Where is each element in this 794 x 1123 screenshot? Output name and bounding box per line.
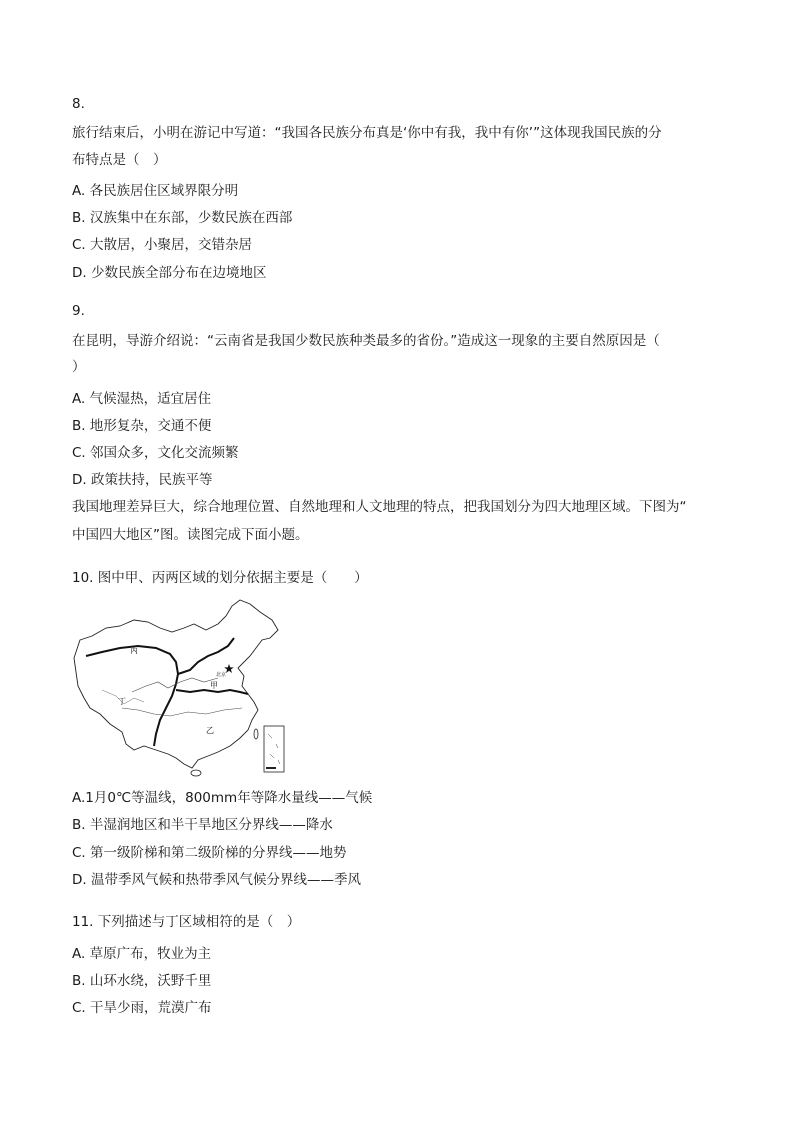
q9-stem-line1: 在昆明，导游介绍说：“云南省是我国少数民族种类最多的省份。”造成这一现象的主要自然原因是（ [72, 333, 660, 349]
q11-option-b: B. 山环水绕，沃野千里 [72, 973, 212, 989]
q10-option-a: A.1月0℃等温线，800mm年等降水量线——气候 [72, 790, 373, 806]
map-label-jia: 甲 [210, 681, 218, 690]
q9-option-d: D. 政策扶持，民族平等 [72, 472, 213, 488]
q11-stem: 11. 下列描述与丁区域相符的是（ ） [72, 914, 301, 930]
q9-option-c: C. 邻国众多，文化交流频繁 [72, 445, 239, 461]
q8-option-c: C. 大散居，小聚居，交错杂居 [72, 237, 253, 253]
south-china-sea-inset [264, 726, 284, 772]
boundary-bing-jia [178, 638, 234, 674]
q8-option-b: B. 汉族集中在东部，少数民族在西部 [72, 210, 293, 226]
map-label-beijing: 北京 [216, 672, 227, 678]
q10-option-b: B. 半湿润地区和半干旱地区分界线——降水 [72, 817, 333, 833]
q10-option-d: D. 温带季风气候和热带季风气候分界线——季风 [72, 872, 361, 888]
hainan-island [191, 770, 201, 776]
boundary-jia-yi [176, 690, 248, 694]
q9-stem-line2: ） [72, 359, 86, 375]
boundary-jia-yi-ding [154, 684, 176, 746]
taiwan-island [254, 729, 258, 739]
q11-option-a: A. 草原广布，牧业为主 [72, 946, 212, 962]
map-label-ding: 丁 [118, 697, 126, 706]
q11-option-c: C. 干旱少雨，荒漠广布 [72, 1000, 212, 1016]
map-label-yi: 乙 [206, 726, 214, 735]
q9-option-b: B. 地形复杂，交通不便 [72, 418, 212, 434]
q8-number: 8. [72, 96, 85, 112]
intro-line2: 中国四大地区”图。读图完成下面小题。 [72, 527, 309, 543]
yangtze-river [122, 708, 242, 716]
q8-stem-line1: 旅行结束后，小明在游记中写道：“我国各民族分布真是‘你中有我，我中有你’”这体现我国民族的分 [72, 125, 662, 141]
q8-option-d: D. 少数民族全部分布在边境地区 [72, 265, 267, 281]
q9-option-a: A. 气候湿热，适宜居住 [72, 391, 212, 407]
map-label-bing: 丙 [130, 646, 138, 655]
q9-number: 9. [72, 303, 85, 319]
inset-scale-bar [266, 767, 276, 769]
q8-option-a: A. 各民族居住区域界限分明 [72, 183, 239, 199]
inset-islands [268, 734, 280, 764]
intro-line1: 我国地理差异巨大，综合地理位置、自然地理和人文地理的特点，把我国划分为四大地理区域。下图为“ [72, 499, 687, 515]
q8-stem-line2: 布特点是（ ） [72, 152, 167, 168]
q10-option-c: C. 第一级阶梯和第二级阶梯的分界线——地势 [72, 845, 347, 861]
q10-stem: 10. 图中甲、丙两区域的划分依据主要是（ ） [72, 570, 368, 586]
china-four-regions-map [72, 598, 288, 778]
map-figure [72, 598, 288, 778]
